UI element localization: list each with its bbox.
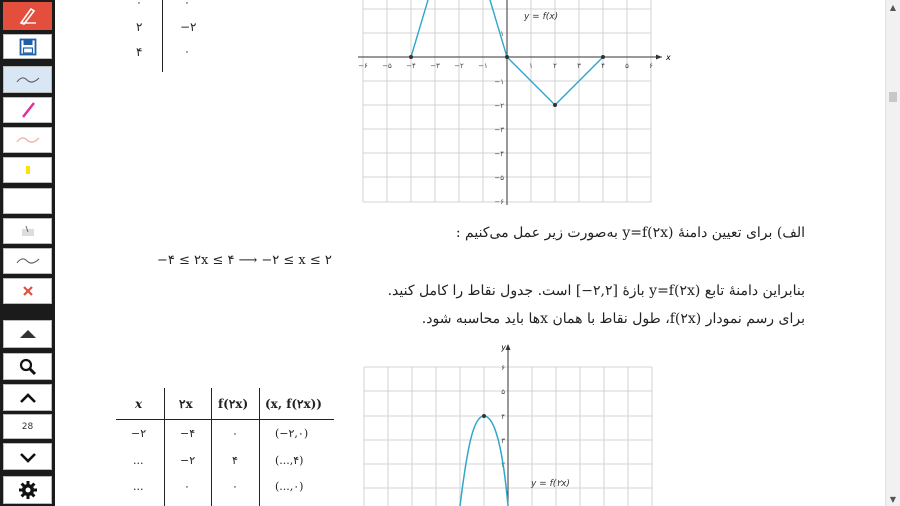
svg-text:−۴: −۴ (406, 62, 416, 70)
svg-text:۶: ۶ (501, 364, 505, 372)
header-point: (x, f(۲x)) (265, 397, 322, 411)
header-f2x: f(۲x) (218, 397, 249, 411)
pen-logo-icon (16, 6, 40, 26)
vertical-scrollbar[interactable] (885, 0, 900, 506)
graph2-label: y = f(۲x) (531, 479, 570, 489)
yellow-marker-icon (23, 163, 33, 177)
search-icon (19, 358, 37, 376)
svg-text:۴: ۴ (601, 62, 605, 70)
graph-f-of-x (350, 0, 680, 210)
table-header-rule (116, 419, 334, 420)
table-cell: ۰ (184, 45, 190, 58)
close-icon (21, 284, 35, 298)
chevron-up-icon (19, 392, 37, 404)
table-divider (211, 388, 212, 506)
pen-tool-thin-button[interactable] (3, 66, 52, 93)
save-button[interactable] (3, 34, 52, 59)
header-x: x (135, 397, 143, 411)
table-cell: ۰ (184, 480, 190, 493)
eraser-button[interactable] (3, 218, 52, 244)
table-cell: −۲ (180, 454, 196, 467)
zoom-button[interactable] (3, 353, 52, 380)
svg-text:۳: ۳ (501, 437, 505, 445)
magenta-line-icon (18, 100, 38, 120)
svg-text:−۶: −۶ (358, 62, 368, 70)
inequality: −۴ ≤ ۲x ≤ ۴ ⟶ −۲ ≤ x ≤ ۲ (157, 253, 332, 268)
x-tick-labels (358, 62, 653, 70)
table-cell: ۴ (136, 45, 143, 59)
svg-text:−۶: −۶ (494, 198, 504, 206)
y-tick-labels (494, 30, 504, 206)
pen-tool-gray-button[interactable] (3, 248, 52, 274)
table-cell: −۲ (180, 20, 197, 34)
stroke-wave-icon (15, 73, 41, 87)
table-cell: −۴ (180, 427, 196, 440)
curve-vertex-point (482, 414, 486, 418)
svg-text:۱: ۱ (529, 62, 533, 70)
svg-text:−۲: −۲ (494, 102, 504, 110)
triangle-up-icon (18, 328, 38, 340)
eraser-icon (18, 223, 38, 239)
table-divider (259, 388, 260, 506)
graph1-label: y = f(x) (524, 12, 559, 22)
table-cell: ۴ (232, 454, 238, 467)
page-number: 28 (21, 421, 34, 432)
x-axis-label: x (666, 53, 671, 62)
text-line-3: برای رسم نمودار f(۲x)، طول نقاط با همان xها باید محاسبه شود. (421, 311, 805, 327)
scroll-thumb[interactable] (889, 92, 897, 102)
svg-text:۴: ۴ (501, 413, 505, 421)
svg-text:۱: ۱ (500, 30, 504, 38)
table-divider (164, 388, 165, 506)
scroll-top-button[interactable] (3, 320, 52, 348)
table-cell: ... (133, 480, 144, 493)
page-number-box[interactable] (3, 414, 52, 439)
svg-text:۵: ۵ (625, 62, 629, 70)
scroll-up-arrow-icon[interactable]: ▲ (889, 2, 897, 12)
gear-icon (18, 480, 38, 500)
blank-tool-button[interactable] (3, 188, 52, 214)
header-2x: ۲x (179, 397, 193, 411)
page-up-button[interactable] (3, 384, 52, 411)
left-toolbar (0, 0, 55, 506)
gray-wave-icon (15, 254, 41, 268)
pen-tool-magenta-button[interactable] (3, 97, 52, 123)
highlighter-pink-button[interactable] (3, 127, 52, 153)
table-cell: −۲ (131, 427, 147, 440)
svg-text:−۳: −۳ (494, 126, 504, 134)
table-cell: ۰ (232, 480, 238, 493)
table-cell: ۰ (232, 427, 238, 440)
settings-button[interactable] (3, 476, 52, 504)
clear-button[interactable] (3, 278, 52, 304)
table-cell: ... (133, 454, 144, 467)
svg-text:−۱: −۱ (478, 62, 488, 70)
table-cell: ۲ (136, 20, 143, 34)
table-cell: ۰ (136, 0, 142, 9)
pink-wave-icon (15, 133, 41, 147)
svg-text:۳: ۳ (577, 62, 581, 70)
app-logo-button[interactable] (3, 2, 52, 30)
text-line-2: بنابراین دامنهٔ تابع y=f(۲x) بازهٔ [۲,۲−] است. جدول نقاط را کامل کنید. (387, 283, 805, 299)
text-line-1: الف) برای تعیین دامنهٔ y=f(۲x) به‌صورت زیر عمل می‌کنیم : (455, 225, 805, 241)
svg-text:−۵: −۵ (382, 62, 392, 70)
highlighter-yellow-button[interactable] (3, 157, 52, 183)
table-cell: (...,۰) (275, 480, 304, 493)
svg-text:−۳: −۳ (430, 62, 440, 70)
table-cell: ۰ (184, 0, 190, 9)
svg-text:−۲: −۲ (454, 62, 464, 70)
graph-f-of-2x (355, 340, 665, 506)
svg-text:−۵: −۵ (494, 174, 504, 182)
table-cell: (...,۴) (275, 454, 304, 467)
svg-text:۶: ۶ (649, 62, 653, 70)
y-axis-label: y (501, 343, 506, 352)
floppy-disk-icon (19, 38, 37, 56)
scroll-down-arrow-icon[interactable]: ▼ (889, 494, 897, 504)
svg-text:−۴: −۴ (494, 150, 504, 158)
svg-text:۲: ۲ (501, 461, 505, 469)
svg-text:۵: ۵ (501, 388, 505, 396)
chevron-down-icon (19, 451, 37, 463)
page-down-button[interactable] (3, 443, 52, 470)
table-divider (162, 0, 163, 72)
svg-text:۲: ۲ (553, 62, 557, 70)
svg-text:−۱: −۱ (494, 78, 504, 86)
table-cell: (−۲,۰) (275, 427, 309, 440)
